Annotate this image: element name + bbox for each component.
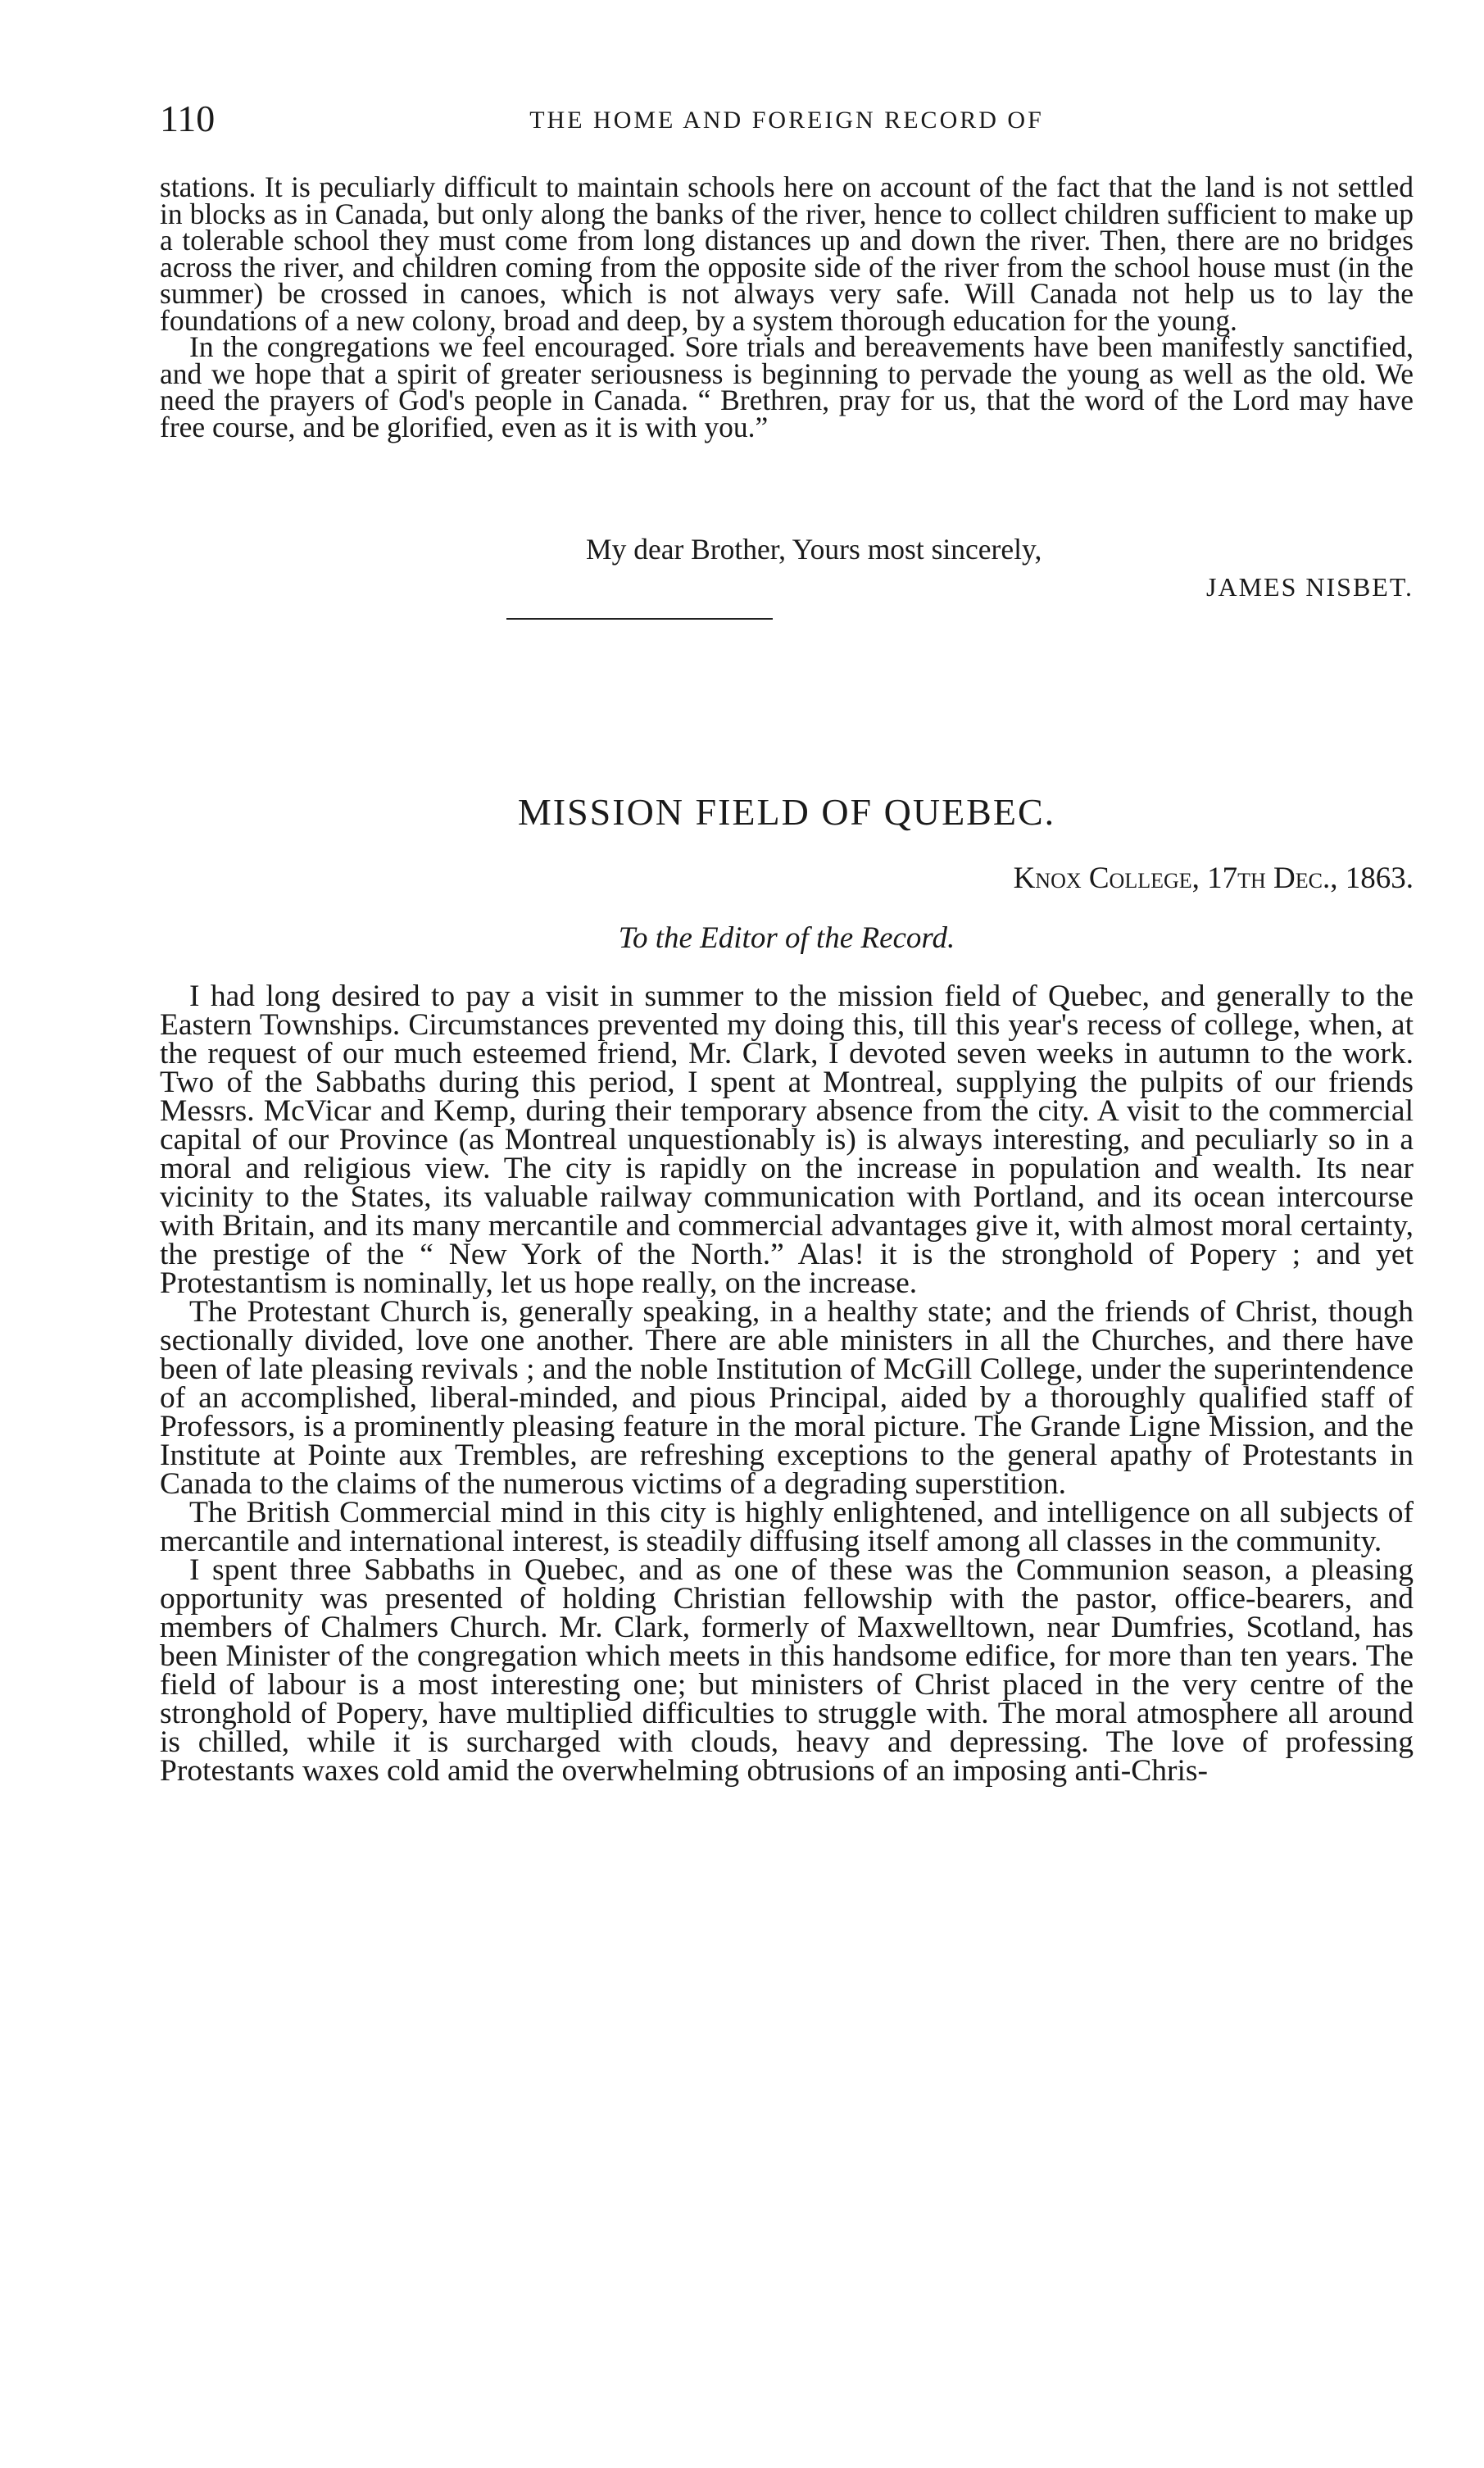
paragraph: I had long desired to pay a visit in summer to the mission field of Quebec, and generally to the Eastern Townships. Circumstances prevented my doing this, till this year's recess of college, when, at the request of our much esteemed friend, Mr. Clark, I devoted seven weeks in autumn to the work. Two of the Sabbaths during this period, I spent at Montreal, supplying the pulpits of our friends Messrs. McVicar and Kemp, during their temporary absence from the city. A visit to the commercial capital of our Province (as Montreal unquestionably is) is always interesting, and peculiarly so in a moral and religious view. The city is rapidly on the increase in population and wealth. Its near vicinity to the States, its valuable railway communication with Portland, and its ocean intercourse with Britain, and its many mercantile and commercial advantages give it, with almost moral certainty, the prestige of the “ New York of the North.” Alas! it is the stronghold of Popery ; and yet Protestantism is nominally, let us hope really, on the increase.: [160, 979, 1414, 1300]
running-head: [160, 100, 1414, 149]
signature: JAMES NISBET.: [1206, 572, 1414, 602]
dateline: Knox College, 17th Dec., 1863.: [1013, 861, 1414, 895]
paragraph: stations. It is peculiarly difficult to maintain schools here on account of the fact that the land is not settled in blocks as in Canada, but only along the banks of the river, hence to collect children sufficient to make up a tolerable school they must come from long distances up and down the river. Then, there are no bridges across the river, and children coming from the opposite side of the river from the school house must (in the summer) be crossed in canoes, which is not always very safe. Will Canada not help us to lay the foundations of a new colony, broad and deep, by a system thorough education for the young.: [160, 170, 1414, 337]
salutation: To the Editor of the Record.: [618, 921, 955, 955]
section-title: MISSION FIELD OF QUEBEC.: [517, 791, 1056, 833]
paragraph: The British Commercial mind in this city is highly enlightened, and intelligence on all subjects of mercantile and international interest, is steadily diffusing itself among all classes in the community.: [160, 1496, 1414, 1558]
article-body: [160, 979, 1414, 1788]
page-number: 110: [160, 98, 216, 139]
paragraph: In the congregations we feel encouraged. Sore trials and bereavements have been manifestly sanctified, and we hope that a spirit of greater seriousness is beginning to pervade the young as well as the old. We need the prayers of God's people in Canada. “ Brethren, pray for us, that the word of the Lord may have free course, and be glorified, even as it is with you.”: [160, 330, 1414, 443]
paragraph: I spent three Sabbaths in Quebec, and as one of these was the Communion season, a pleasing opportunity was presented of holding Christian fellowship with the pastor, office-bearers, and members of Chalmers Church. Mr. Clark, formerly of Maxwelltown, near Dumfries, Scotland, has been Minister of the congregation which meets in this handsome edifice, for more than ten years. The field of labour is a most interesting one; but ministers of Christ placed in the very centre of the stronghold of Popery, have multiplied difficulties to struggle with. The moral atmosphere all around is chilled, while it is surcharged with clouds, heavy and depressing. The love of professing Protestants waxes cold amid the overwhelming obtrusions of an imposing anti-Chris-: [160, 1553, 1414, 1788]
section-divider: [506, 618, 773, 620]
letter-continuation: [160, 170, 1414, 443]
closing-salutation: My dear Brother, Yours most sincerely,: [586, 533, 1042, 566]
paragraph: The Protestant Church is, generally speaking, in a healthy state; and the friends of Christ, though sectionally divided, love one another. There are able ministers in all the Churches, and there have been of late pleasing revivals ; and the noble Institution of McGill College, under the superintendence of an accomplished, liberal-minded, and pious Principal, aided by a thoroughly qualified staff of Professors, is a prominently pleasing feature in the moral picture. The Grande Ligne Mission, and the Institute at Pointe aux Trembles, are refreshing exceptions to the general apathy of Protestants in Canada to the claims of the numerous victims of a degrading superstition.: [160, 1295, 1414, 1501]
running-title: THE HOME AND FOREIGN RECORD OF: [529, 107, 1044, 134]
